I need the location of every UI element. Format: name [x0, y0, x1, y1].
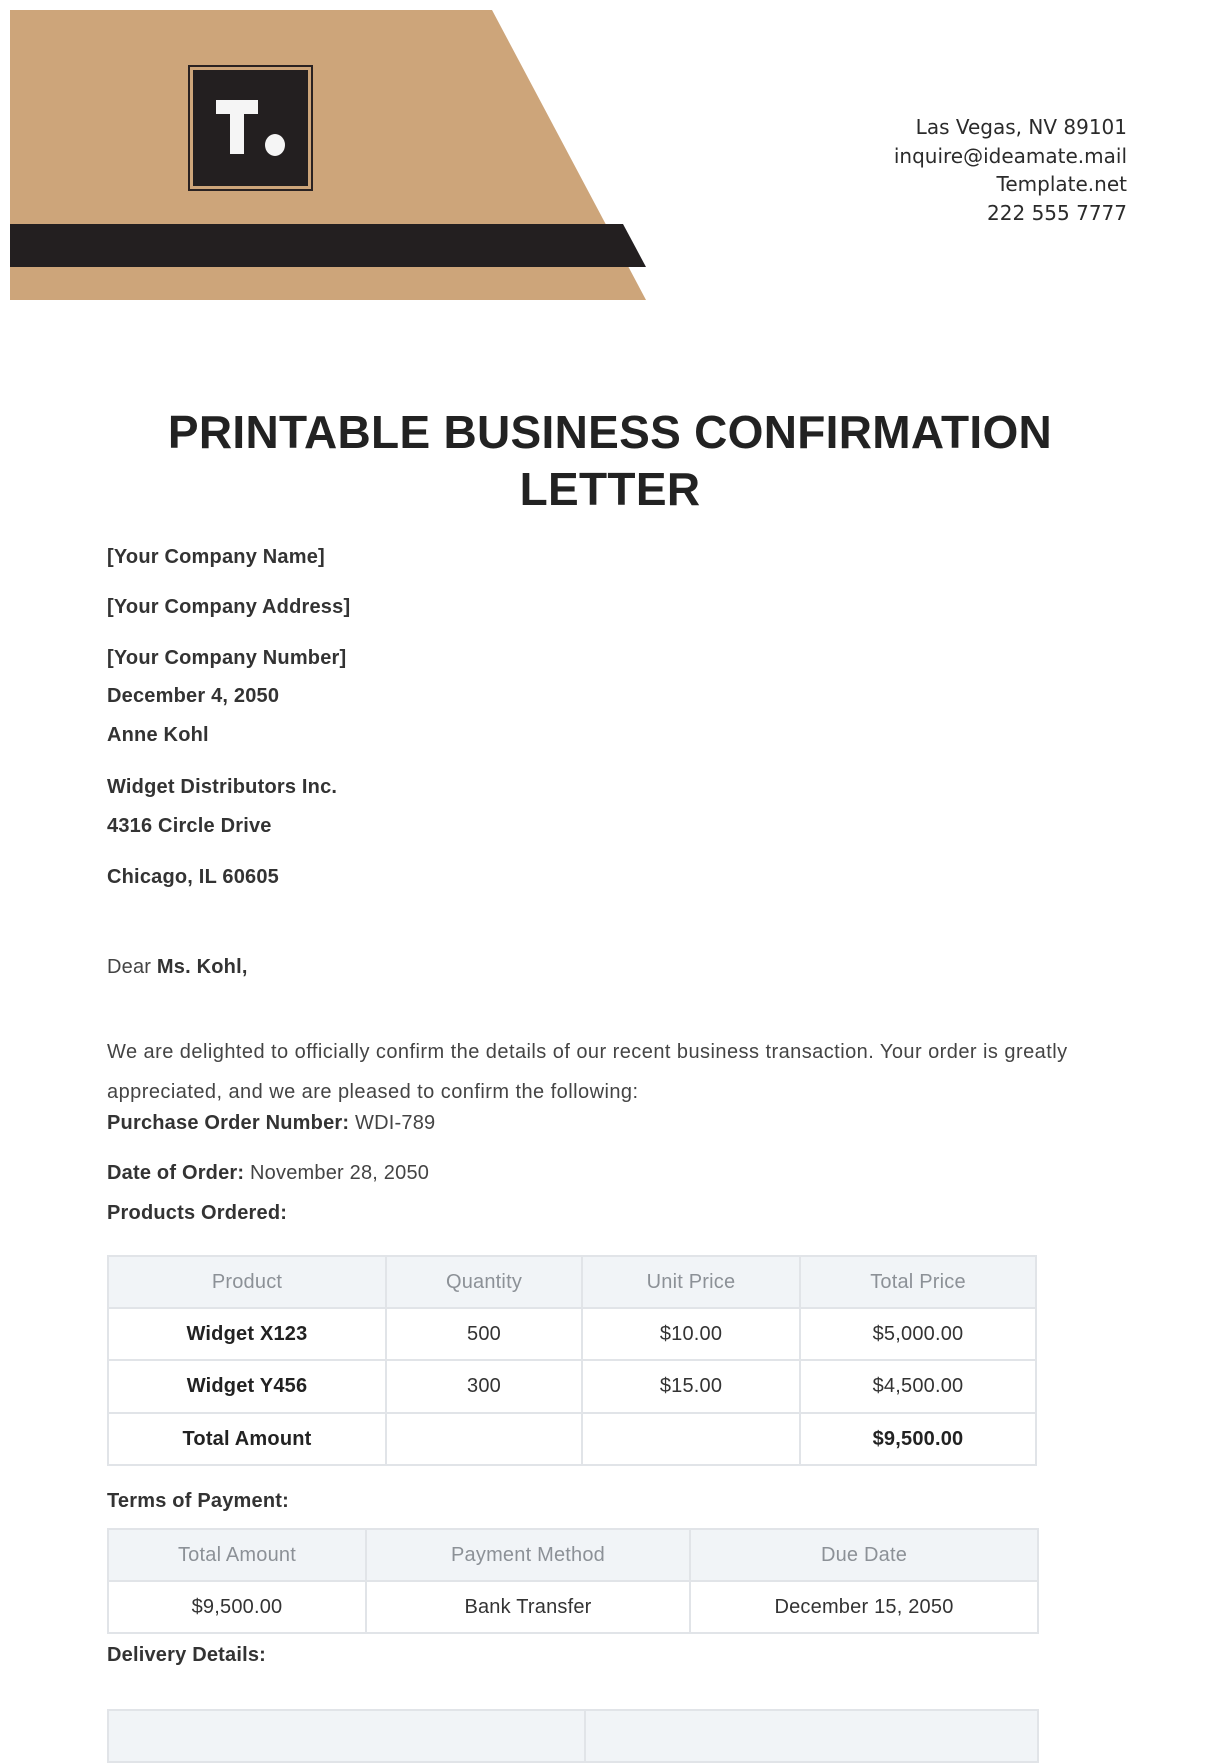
contact-block	[894, 113, 1127, 227]
po-number-value: WDI-789	[355, 1112, 436, 1134]
col-header-total-amount: Total Amount	[108, 1529, 366, 1581]
contact-address: Las Vegas, NV 89101	[915, 115, 1127, 139]
cell-total-label: Total Amount	[108, 1413, 386, 1465]
contact-website[interactable]: Template.net	[996, 172, 1127, 196]
col-header-delivery-1	[108, 1710, 585, 1762]
company-logo	[188, 65, 313, 191]
title-line-2: LETTER	[519, 463, 701, 515]
delivery-table-header	[108, 1710, 1038, 1762]
cell-grand-total: $9,500.00	[800, 1413, 1036, 1465]
cell-due-date: December 15, 2050	[690, 1581, 1038, 1633]
contact-email[interactable]: inquire@ideamate.mail	[893, 143, 1127, 168]
sender-company-name: [Your Company Name]	[107, 546, 325, 568]
cell-quantity: 300	[386, 1360, 582, 1413]
order-date-label: Date of Order:	[107, 1162, 245, 1184]
col-header-product: Product	[108, 1256, 386, 1308]
cell-unit-price: $10.00	[582, 1308, 800, 1360]
col-header-due-date: Due Date	[690, 1529, 1038, 1581]
col-header-unit-price: Unit Price	[582, 1256, 800, 1308]
cell-total-amount: $9,500.00	[108, 1581, 366, 1633]
delivery-details-label: Delivery Details:	[107, 1644, 267, 1666]
col-header-total-price: Total Price	[800, 1256, 1036, 1308]
sender-company-number: [Your Company Number]	[107, 647, 347, 669]
intro-paragraph: We are delighted to officially confirm the details of our recent business transaction. Your order is greatly appreciated, and we are pleased to confirm the following:	[107, 1041, 1068, 1103]
cell-total-price: $4,500.00	[800, 1360, 1036, 1413]
cell-empty	[582, 1413, 800, 1465]
cell-product: Widget X123	[108, 1308, 386, 1360]
products-table	[107, 1255, 1037, 1466]
products-ordered-label: Products Ordered:	[107, 1202, 288, 1224]
title-line-1: PRINTABLE BUSINESS CONFIRMATION	[167, 406, 1053, 458]
table-row	[108, 1360, 1036, 1413]
order-date-value: November 28, 2050	[250, 1162, 430, 1184]
order-date-line	[107, 1161, 429, 1185]
po-number-label: Purchase Order Number:	[107, 1112, 350, 1134]
terms-of-payment-label: Terms of Payment:	[107, 1490, 289, 1512]
logo-t-icon	[193, 70, 308, 186]
cell-product: Widget Y456	[108, 1360, 386, 1413]
header-banner	[0, 0, 700, 310]
payment-table	[107, 1528, 1039, 1634]
contact-phone: 222 555 7777	[987, 200, 1127, 225]
recipient-name: Anne Kohl	[107, 724, 209, 746]
recipient-city: Chicago, IL 60605	[107, 866, 279, 888]
col-header-quantity: Quantity	[386, 1256, 582, 1308]
page-title	[107, 404, 1113, 518]
salutation-prefix: Dear	[107, 956, 152, 978]
recipient-street: 4316 Circle Drive	[107, 815, 272, 837]
products-table-header	[108, 1256, 1036, 1308]
salutation-name: Ms. Kohl,	[156, 956, 248, 978]
col-header-delivery-2	[585, 1710, 1038, 1762]
delivery-table	[107, 1709, 1039, 1763]
salutation	[107, 955, 248, 979]
cell-unit-price: $15.00	[582, 1360, 800, 1413]
po-number-line	[107, 1111, 435, 1135]
recipient-company: Widget Distributors Inc.	[107, 776, 338, 798]
cell-payment-method: Bank Transfer	[366, 1581, 690, 1633]
sender-company-address: [Your Company Address]	[107, 596, 351, 618]
col-header-payment-method: Payment Method	[366, 1529, 690, 1581]
payment-table-header	[108, 1529, 1038, 1581]
cell-empty	[386, 1413, 582, 1465]
table-row	[108, 1308, 1036, 1360]
cell-quantity: 500	[386, 1308, 582, 1360]
cell-total-price: $5,000.00	[800, 1308, 1036, 1360]
table-total-row	[108, 1413, 1036, 1465]
table-row	[108, 1581, 1038, 1633]
letter-date: December 4, 2050	[107, 685, 280, 707]
